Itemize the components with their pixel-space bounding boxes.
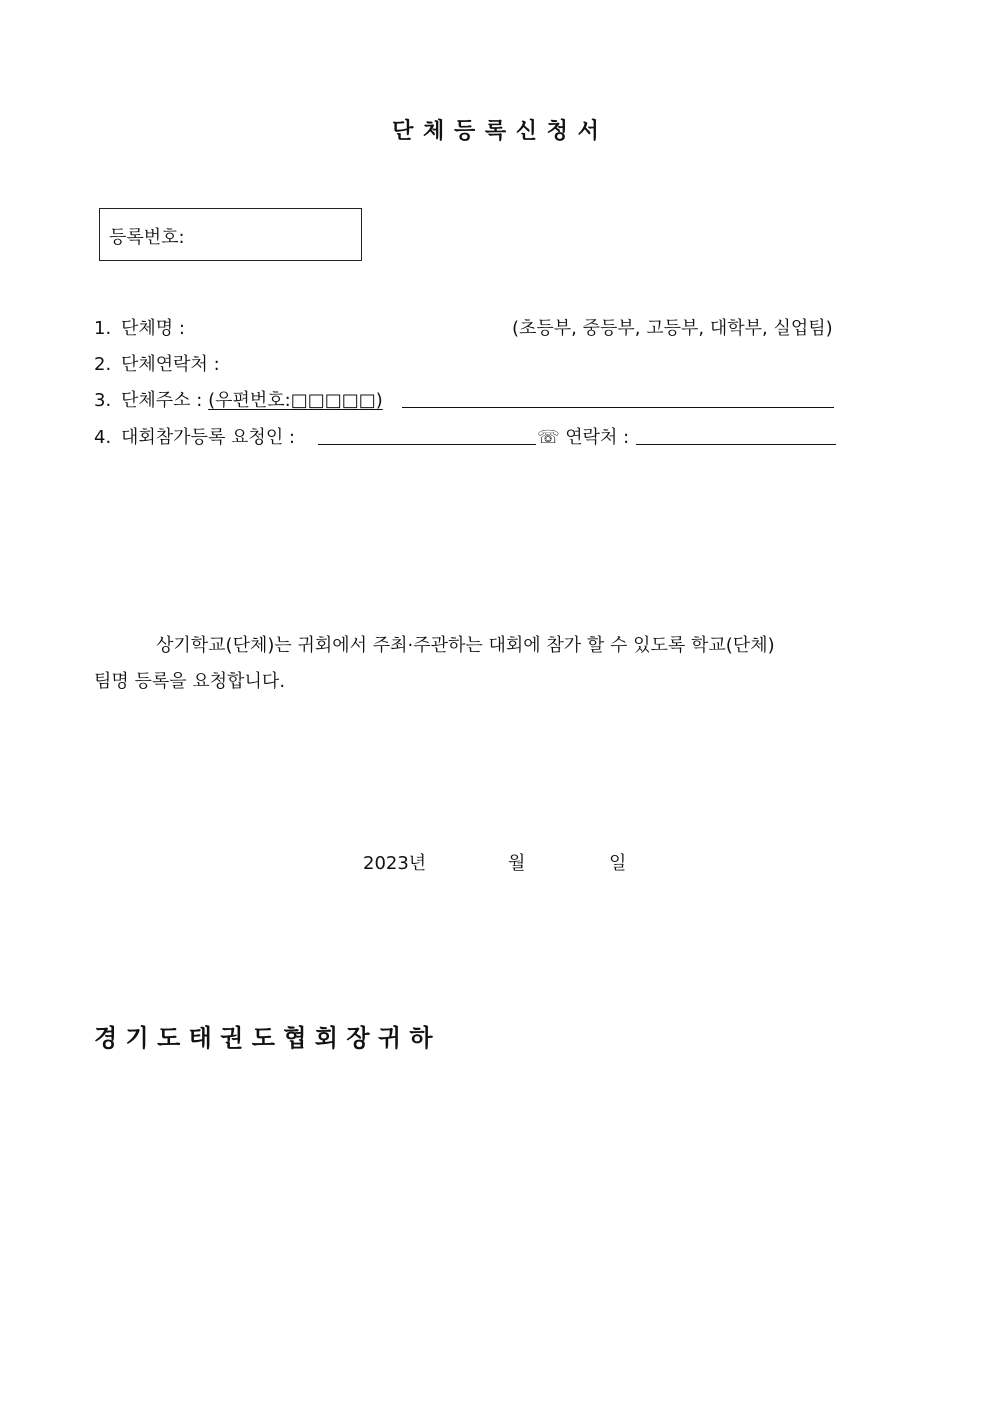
addressee: 경 기 도 태 권 도 협 회 장 귀 하 — [94, 1024, 433, 1052]
group-name-label: 단체명 : — [121, 318, 185, 339]
item-number: 1. — [94, 318, 112, 339]
phone-line — [537, 423, 629, 449]
requester-line — [94, 423, 295, 449]
statement-line-2: 팀명 등록을 요청합니다. — [94, 671, 286, 692]
address-line — [94, 386, 383, 412]
date-year: 2023년 — [363, 853, 427, 874]
item-number: 4. — [94, 427, 112, 448]
postal-code-field: (우편번호:□□□□□) — [208, 390, 383, 411]
statement-paragraph — [94, 628, 898, 664]
date-month: 월 — [508, 853, 526, 874]
statement-paragraph-cont — [94, 664, 898, 700]
item-number: 2. — [94, 354, 112, 375]
address-blank-line — [402, 407, 834, 408]
phone-blank-line — [636, 444, 836, 445]
division-options: (초등부, 중등부, 고등부, 대학부, 실업팀) — [512, 318, 833, 339]
contact-line — [94, 350, 220, 376]
registration-number-box — [99, 208, 362, 261]
address-label: 단체주소 : — [121, 390, 203, 411]
requester-blank-line — [318, 444, 536, 445]
phone-icon: ☏ — [537, 427, 560, 448]
requester-label: 대회참가등록 요청인 : — [121, 427, 295, 448]
contact-label: 단체연락처 : — [121, 354, 220, 375]
date-day: 일 — [609, 853, 627, 874]
page-title: 단 체 등 록 신 청 서 — [392, 119, 600, 144]
phone-label: 연락처 : — [565, 427, 630, 448]
statement-line-1: 상기학교(단체)는 귀회에서 주최·주관하는 대회에 참가 할 수 있도록 학교(단체) — [156, 635, 775, 656]
item-number: 3. — [94, 390, 112, 411]
group-name-line — [94, 314, 185, 340]
registration-number-label: 등록번호: — [109, 227, 185, 248]
